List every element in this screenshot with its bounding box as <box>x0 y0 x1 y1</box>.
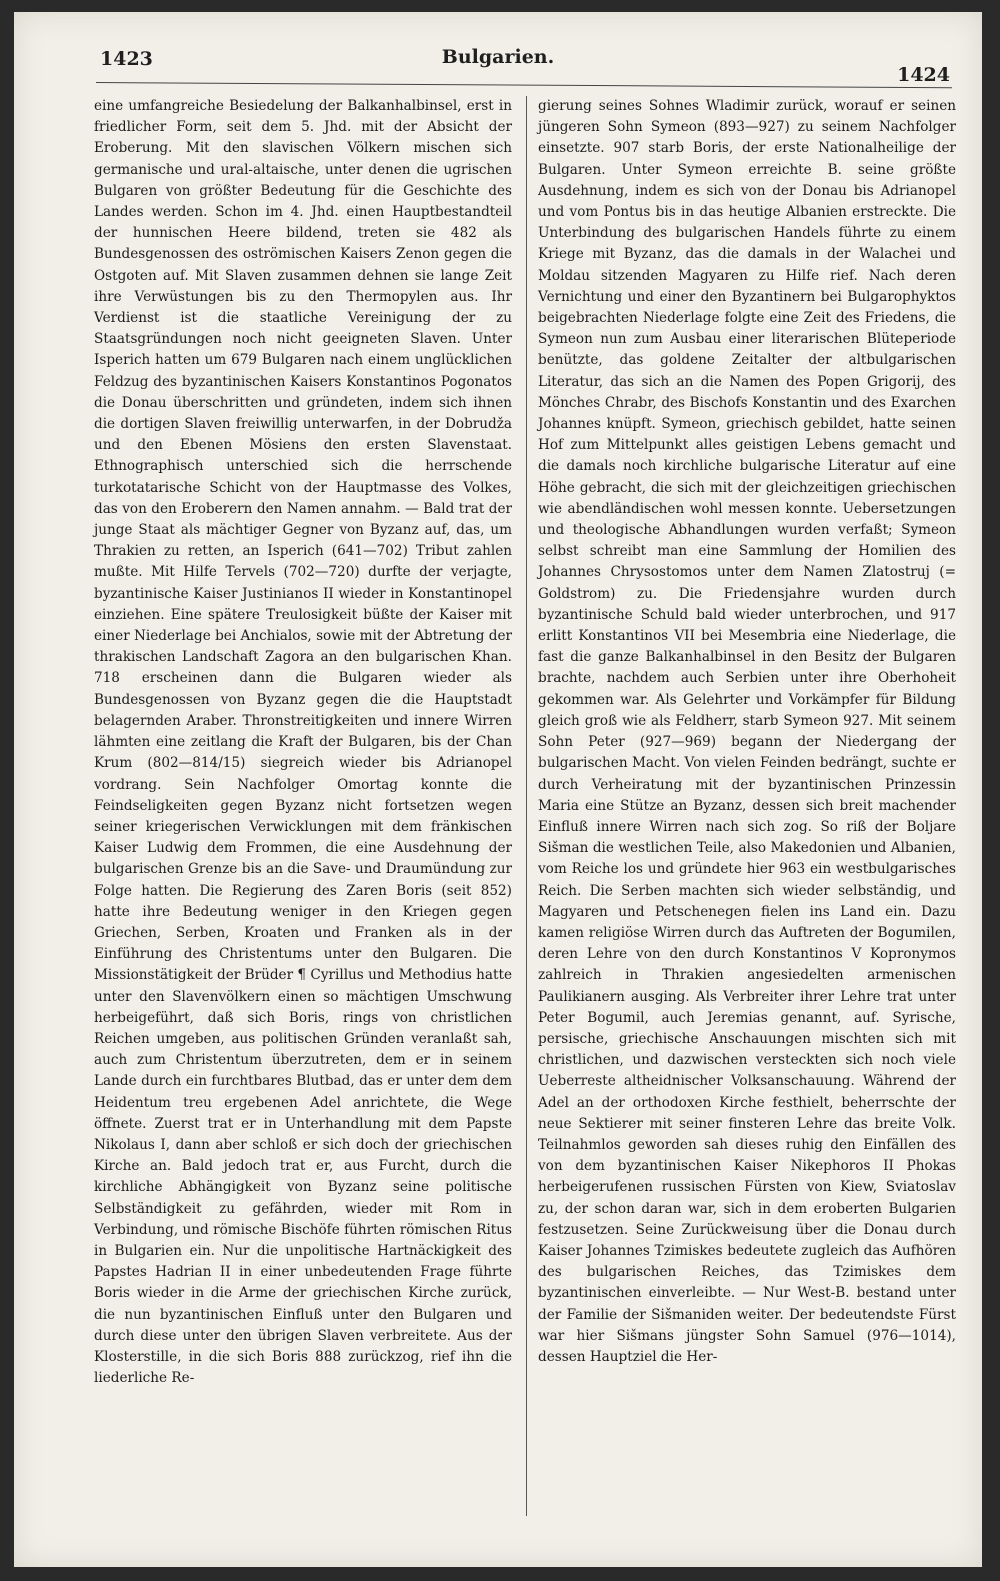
column-left-text: eine umfangreiche Besiedelung der Balkanhalbinsel, erst in friedlicher Form, seit dem 5. Jhd. mit der Absicht der Eroberung. Mit den slavischen Völkern mischen sich germanische und ural-altaische, unter denen die ugrischen Bulgaren von größter Bedeutung für die Geschichte des Landes werden. Schon im 4. Jhd. einen Hauptbestandteil der hunnischen Heere bildend, treten sie 482 als Bundesgenossen des oströmischen Kaisers Zenon gegen die Ostgoten auf. Mit Slaven zusammen dehnen sie lange Zeit ihre Verwüstungen bis zu den Thermopylen aus. Ihr Verdienst ist die staatliche Vereinigung der zu Staatsgründungen noch nicht geeigneten Slaven. Unter Isperich hatten um 679 Bulgaren nach einem unglücklichen Feldzug des byzantinischen Kaisers Konstantinos Pogonatos die Donau überschritten und gründeten, indem sich ihnen die dortigen Slaven freiwillig unterwarfen, in der Dobrudža und den Ebenen Mösiens den ersten Slavenstaat. Ethnographisch unterschied sich die herrschende turkotatarische Schicht von der Hauptmasse des Volkes, das von den Eroberern den Namen annahm. — Bald trat der junge Staat als mächtiger Gegner von Byzanz auf, das, um Thrakien zu retten, an Isperich (641—702) Tribut zahlen mußte. Mit Hilfe Tervels (702—720) durfte der verjagte, byzantinische Kaiser Justinianos II wieder in Konstantinopel einziehen. Eine spätere Treulosigkeit büßte der Kaiser mit einer Niederlage bei Anchialos, sowie mit der Abtretung der thrakischen Landschaft Zagora an den bulgarischen Khan. 718 erscheinen dann die Bulgaren wieder als Bundesgenossen von Byzanz gegen die die Hauptstadt belagernden Araber. Thronstreitigkeiten und innere Wirren lähmten eine zeitlang die Kraft der Bulgaren, bis der Chan Krum (802—814/15) siegreich wieder bis Adrianopel vordrang. Sein Nachfolger Omortag konnte die Feindseligkeiten gegen Byzanz nicht fortsetzen wegen seiner kriegerischen Verwicklungen mit dem fränkischen Kaiser Ludwig dem Frommen, die eine Ausdehnung der bulgarischen Grenze bis an die Save- und Draumündung zur Folge hatten. Die Regierung des Zaren Boris (seit 852) hatte ihre Bedeutung weniger in den Kriegen gegen Griechen, Serben, Kroaten und Franken als in der Einführung des Christentums unter den Bulgaren. Die Missionstätigkeit der Brüder ¶ Cyrillus und Methodius hatte unter den Slavenvölkern einen so mächtigen Umschwung herbeigeführt, daß sich Boris, rings von christlichen Reichen umgeben, aus politischen Gründen veranlaßt sah, auch zum Christentum überzutreten, dem er in seinem Lande durch ein furchtbares Blutbad, das er unter dem dem Heidentum treu ergebenen Adel anrichtete, die Wege öffnete. Zuerst trat er in Unterhandlung mit dem Papste Nikolaus I, dann aber schloß er sich doch der griechischen Kirche an. Bald jedoch trat er, aus Furcht, durch die kirchliche Abhängigkeit von Byzanz seine politische Selbständigkeit zu gefährden, wieder mit Rom in Verbindung, und römische Bischöfe führten römischen Ritus in Bulgarien ein. Nur die unpolitische Hartnäckigkeit des Papstes Hadrian II in einer unbedeutenden Frage führte Boris wieder in die Arme der griechischen Kirche zurück, die nun byzantinischen Einfluß unter den Bulgaren und durch diese unter den übrigen Slaven verbreitete. Aus der Klosterstille, in die sich Boris 888 zurückzog, rief ihn die liederliche Re- <box>94 98 512 1387</box>
page-header <box>14 12 982 92</box>
running-title: Bulgarien. <box>441 46 555 68</box>
page-number-left: 1423 <box>100 48 153 70</box>
header-rule <box>96 82 952 88</box>
text-column-right <box>538 96 956 1368</box>
column-divider <box>526 96 527 1516</box>
page-number-right: 1424 <box>897 64 950 86</box>
text-column-left <box>94 96 512 1389</box>
book-page <box>14 12 982 1567</box>
column-right-text: gierung seines Sohnes Wladimir zurück, worauf er seinen jüngeren Sohn Symeon (893—927) zu seinem Nachfolger einsetzte. 907 starb Boris, der erste Nationalheilige der Bulgaren. Unter Symeon erreichte B. seine größte Ausdehnung, indem es sich von der Donau bis Adrianopel und vom Pontus bis in das heutige Albanien erstreckte. Die Unterbindung des bulgarischen Handels führte zu einem Kriege mit Byzanz, das die damals in der Walachei und Moldau sitzenden Magyaren zu Hilfe rief. Nach deren Vernichtung und einer den Byzantinern bei Bulgarophyktos beigebrachten Niederlage folgte eine Zeit des Friedens, die Symeon nun zum Ausbau einer literarischen Blüteperiode benützte, das goldene Zeitalter der altbulgarischen Literatur, das sich an die Namen des Popen Grigorij, des Mönches Chrabr, des Bischofs Konstantin und des Exarchen Johannes knüpft. Symeon, griechisch gebildet, hatte seinen Hof zum Mittelpunkt alles geistigen Lebens gemacht und die damals noch kirchliche bulgarische Literatur auf eine Höhe gebracht, die sich mit der gleichzeitigen griechischen wie abendländischen wohl messen konnte. Uebersetzungen und theologische Abhandlungen wurden verfaßt; Symeon selbst schreibt man eine Sammlung der Homilien des Johannes Chrysostomos unter dem Namen Zlatostruj (= Goldstrom) zu. Die Friedensjahre wurden durch byzantinische Schuld bald wieder unterbrochen, und 917 erlitt Konstantinos VII bei Mesembria eine Niederlage, die fast die ganze Balkanhalbinsel in den Besitz der Bulgaren brachte, nachdem auch Serbien unter ihre Oberhoheit gekommen war. Als Gelehrter und Vorkämpfer für Bildung gleich groß wie als Feldherr, starb Symeon 927. Mit seinem Sohn Peter (927—969) begann der Niedergang der bulgarischen Macht. Von vielen Feinden bedrängt, suchte er durch Verheiratung mit der byzantinischen Prinzessin Maria eine Stütze an Byzanz, dessen sich breit machender Einfluß innere Wirren nach sich zog. So riß der Boljare Sišman die westlichen Teile, also Makedonien und Albanien, vom Reiche los und gründete hier 963 ein westbulgarisches Reich. Die Serben machten sich wieder selbständig, und Magyaren und Petschenegen fielen ins Land ein. Dazu kamen religiöse Wirren durch das Auftreten der Bogumilen, deren Lehre von den durch Konstantinos V Kopronymos zahlreich in Thrakien angesiedelten armenischen Paulikianern ausging. Als Verbreiter ihrer Lehre trat unter Peter Bogumil, auch Jeremias genannt, auf. Syrische, persische, griechische Anschauungen mischten sich mit christlichen, und dazwischen versteckten sich noch viele Ueberreste altheidnischer Volksanschauung. Während der Adel an der orthodoxen Kirche festhielt, beherrschte der neue Sektierer mit seiner finsteren Lehre das breite Volk. Teilnahmlos geworden sah dieses ruhig den Einfällen des von dem byzantinischen Kaiser Nikephoros II Phokas herbeigerufenen russischen Fürsten von Kiew, Sviatoslav zu, der schon daran war, sich in dem eroberten Bulgarien festzusetzen. Seine Zurückweisung über die Donau durch Kaiser Johannes Tzimiskes bedeutete zugleich das Aufhören des bulgarischen Reiches, das Tzimiskes dem byzantinischen einverleibte. — Nur West-B. bestand unter der Familie der Sišmaniden weiter. Der bedeutendste Fürst war hier Sišmans jüngster Sohn Samuel (976—1014), dessen Hauptziel die Her- <box>538 98 956 1365</box>
